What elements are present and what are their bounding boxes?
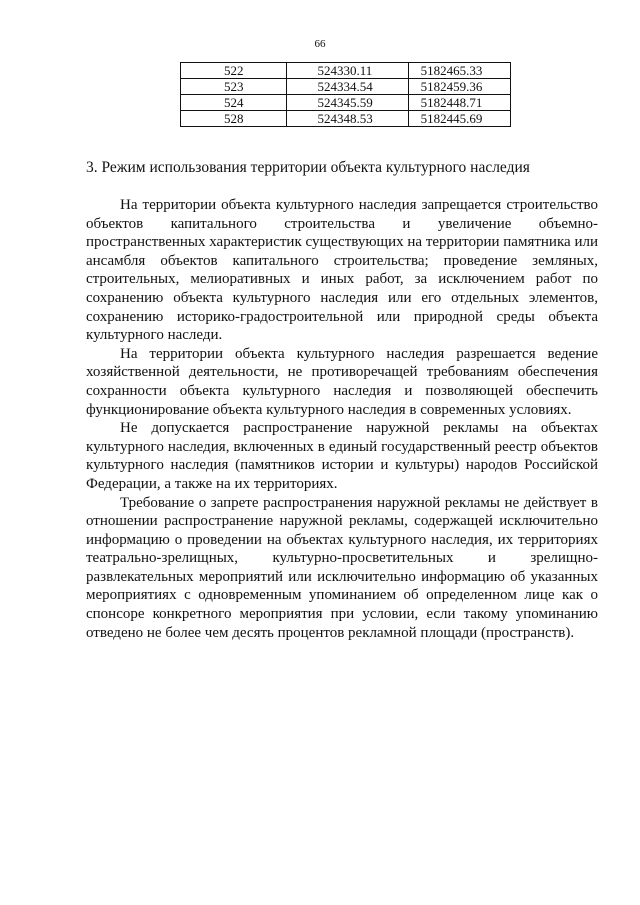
table-row <box>181 63 511 79</box>
table-row <box>181 95 511 111</box>
point-number-cell: 523 <box>181 79 287 95</box>
y-coordinate-cell: 5182445.69 <box>408 111 510 127</box>
section-body <box>86 196 598 642</box>
y-coordinate-cell: 5182465.33 <box>408 63 510 79</box>
page-number: 66 <box>314 38 326 50</box>
x-coordinate-cell: 524348.53 <box>287 111 408 127</box>
paragraph-prohibitions: На территории объекта культурного наследия запрещается строительство объектов капитального строительства и увеличение объемно-пространственных характеристик существующих на территории памятника или ансамбля объектов капитального строительства; проведение земляных, строительных, мелиоративных и иных работ, за исключением работ по сохранению объекта культурного наследия или его отдельных элементов, сохранению историко-градостроительной или природной среды объекта культурного наследи. <box>86 197 598 344</box>
y-coordinate-cell: 5182448.71 <box>408 95 510 111</box>
table-row <box>181 111 511 127</box>
x-coordinate-cell: 524345.59 <box>287 95 408 111</box>
point-number-cell: 524 <box>181 95 287 111</box>
point-number-cell: 522 <box>181 63 287 79</box>
coordinates-table <box>180 62 511 127</box>
table-row <box>181 79 511 95</box>
paragraph-permitted-activity: На территории объекта культурного наследия разрешается ведение хозяйственной деятельности, не противоречащей требованиям обеспечения сохранности объекта культурного наследия и позволяющей обеспечить функционирование объекта культурного наследия в современных условиях. <box>86 345 598 418</box>
x-coordinate-cell: 524330.11 <box>287 63 408 79</box>
point-number-cell: 528 <box>181 111 287 127</box>
paragraph-advertising-exception: Требование о запрете распространения наружной рекламы не действует в отношении распространение наружной рекламы, содержащей исключительно информацию о проведении на объектах культурного наследия, их территориях театрально-зрелищных, культурно-просветительных и зрелищно-развлекательных мероприятий или исключительно информацию об указанных мероприятиях с одновременным упоминанием об определенном лице как о спонсоре конкретного мероприятия при условии, если такому упоминанию отведено не более чем десять процентов рекламной площади (пространств). <box>86 494 598 641</box>
x-coordinate-cell: 524334.54 <box>287 79 408 95</box>
section-heading: 3. Режим использования территории объекта культурного наследия <box>86 159 530 176</box>
paragraph-advertising-ban: Не допускается распространение наружной рекламы на объектах культурного наследия, включенных в единый государственный реестр объектов культурного наследия (памятников истории и культуры) народов Российской Федерации, а также на их территориях. <box>86 420 598 492</box>
y-coordinate-cell: 5182459.36 <box>408 79 510 95</box>
